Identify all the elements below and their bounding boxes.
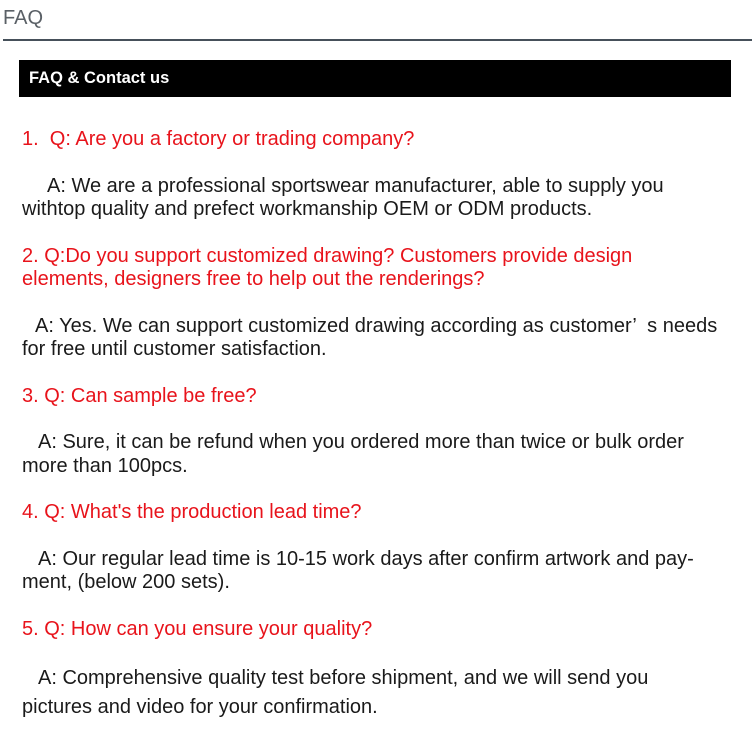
answer-line: A: Yes. We can support customized drawing according as customer’ s needs [35,314,718,337]
section-divider [3,39,752,41]
section-title: FAQ [3,7,44,29]
faq-answer-5 [22,664,734,722]
answer-line: for free until customer satisfaction. [22,338,327,360]
question-line: 4. Q: What's the production lead time? [22,501,362,523]
faq-list [22,128,734,745]
answer-line: more than 100pcs. [22,454,188,477]
faq-question-2 [22,245,734,292]
answer-line: ment, (below 200 sets). [22,571,230,593]
faq-answer-4 [22,548,734,595]
answer-line: A: Comprehensive quality test before shipment, and we will send you [38,667,649,689]
question-line: 1. Q: Are you a factory or trading company? [22,128,415,150]
answer-line: withtop quality and prefect workmanship OEM or ODM products. [22,198,593,220]
answer-line: A: We are a professional sportswear manufacturer, able to supply you [47,174,664,197]
faq-banner [19,60,731,97]
question-line: 5. Q: How can you ensure your quality? [22,617,373,640]
question-line: elements, designers free to help out the renderings? [22,268,485,290]
question-line: 2. Q:Do you support customized drawing? Customers provide design [22,244,633,267]
faq-question-1 [22,128,734,152]
faq-question-3 [22,385,734,409]
answer-line: pictures and video for your confirmation. [22,696,378,718]
faq-banner-title: FAQ & Contact us [29,69,170,87]
faq-answer-1 [22,175,734,222]
faq-answer-3 [22,431,734,478]
answer-line: A: Our regular lead time is 10-15 work days after confirm artwork and pay- [38,547,694,570]
question-line: 3. Q: Can sample be free? [22,384,257,407]
faq-question-5 [22,618,734,642]
faq-question-4 [22,501,734,525]
answer-line: A: Sure, it can be refund when you ordered more than twice or bulk order [38,431,684,453]
faq-answer-2 [22,315,734,362]
